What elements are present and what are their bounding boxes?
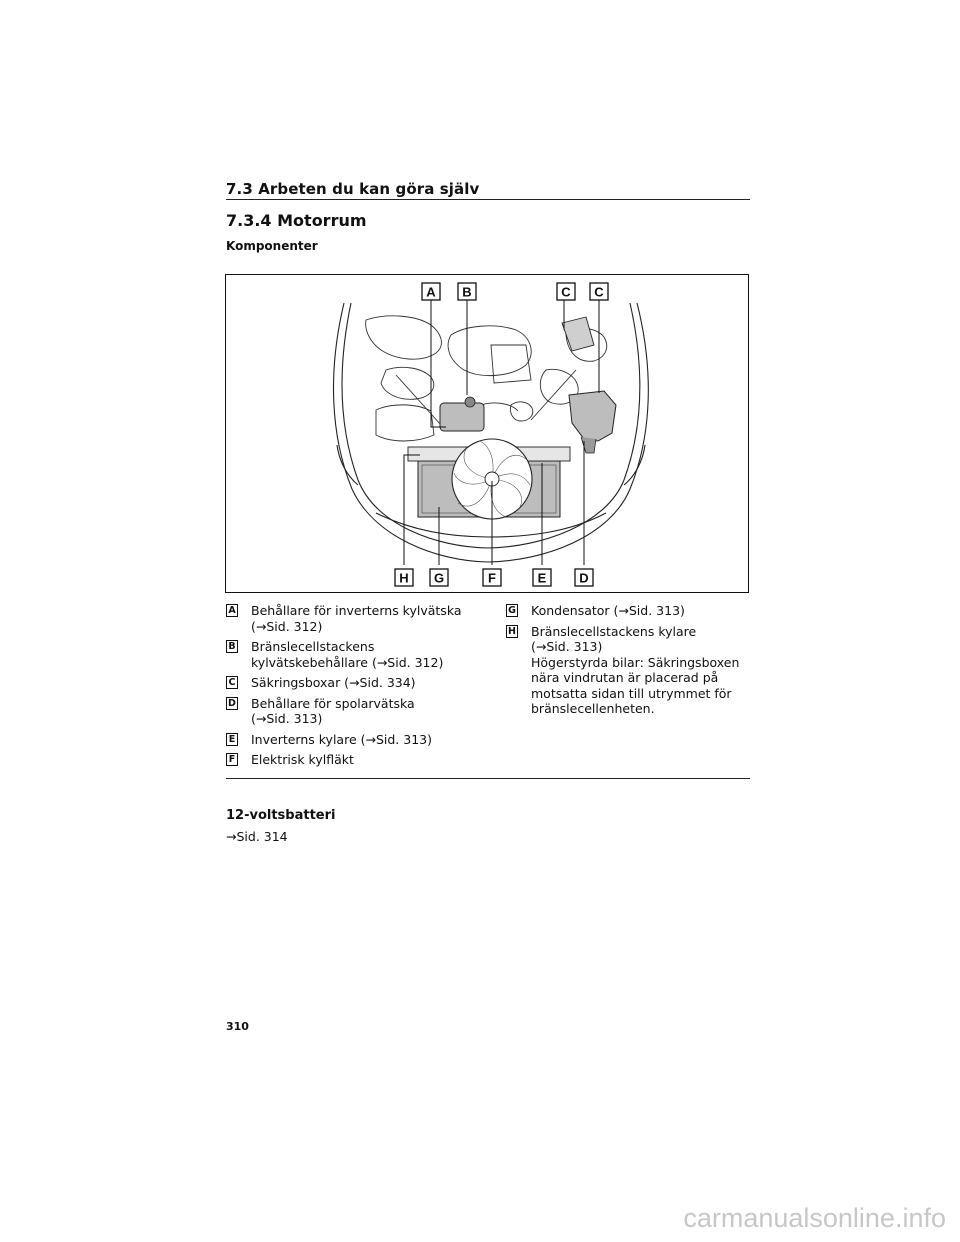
battery-reference: →Sid. 314 <box>226 829 288 844</box>
legend-item-E: E Inverterns kylare (→Sid. 313) <box>226 732 488 748</box>
svg-text:C: C <box>561 284 571 300</box>
badge-F: F <box>226 753 238 766</box>
header-divider <box>226 199 750 200</box>
svg-text:D: D <box>579 570 589 586</box>
section-title: 7.3 Arbeten du kan göra själv <box>226 180 480 198</box>
watermark: carmanualsonline.info <box>683 1203 946 1233</box>
legend-item-H: H Bränslecellstackens kylare (→Sid. 313) Högerstyrda bilar: Säkringsboxen nära vindrutan är placerad på motsatta sidan till utrymmet för bränslecellenheten. <box>506 624 750 717</box>
svg-text:A: A <box>426 284 436 300</box>
badge-H: H <box>506 625 518 638</box>
engine-bay-illustration <box>226 275 750 594</box>
battery-heading: 12-voltsbatteri <box>226 808 336 823</box>
svg-text:C: C <box>594 284 604 300</box>
legend-item-G: G Kondensator (→Sid. 313) <box>506 603 750 619</box>
callout-C-2 <box>590 283 608 300</box>
svg-text:E: E <box>537 570 547 586</box>
legend-right-column <box>506 603 750 717</box>
callout-H <box>395 569 413 586</box>
callout-E <box>533 569 551 586</box>
svg-text:B: B <box>462 284 472 300</box>
svg-text:H: H <box>399 570 409 586</box>
badge-A: A <box>226 604 238 617</box>
reservoir-cap-icon <box>465 397 475 407</box>
legend-item-B: B Bränslecellstackens kylvätskebehållare (→Sid. 312) <box>226 639 488 670</box>
callout-A <box>422 283 440 300</box>
badge-E: E <box>226 733 238 746</box>
svg-text:F: F <box>488 570 496 586</box>
washer-fluid-reservoir <box>569 391 616 441</box>
legend-item-C: C Säkringsboxar (→Sid. 334) <box>226 675 488 691</box>
inverter-coolant-reservoir <box>440 403 484 431</box>
svg-text:G: G <box>433 570 445 586</box>
legend-divider <box>226 778 750 779</box>
reservoir-parts <box>440 317 616 453</box>
callout-G <box>430 569 448 586</box>
callout-D <box>575 569 593 586</box>
legend-left-column <box>226 603 488 768</box>
badge-D: D <box>226 697 238 710</box>
components-heading: Komponenter <box>226 239 318 253</box>
legend-item-F: F Elektrisk kylfläkt <box>226 752 488 768</box>
callout-C-1 <box>557 283 575 300</box>
subsection-title: 7.3.4 Motorrum <box>226 211 367 230</box>
engine-compartment-figure <box>225 274 749 593</box>
badge-G: G <box>506 604 518 617</box>
badge-B: B <box>226 640 238 653</box>
page-number: 310 <box>226 1020 249 1033</box>
legend-item-A: A Behållare för inverterns kylvätska (→Sid. 312) <box>226 603 488 634</box>
callout-F <box>483 569 501 586</box>
radiator-assembly <box>408 439 570 519</box>
callout-B <box>458 283 476 300</box>
badge-C: C <box>226 676 238 689</box>
legend-item-D: D Behållare för spolarvätska (→Sid. 313) <box>226 696 488 727</box>
fuse-box <box>562 317 594 351</box>
